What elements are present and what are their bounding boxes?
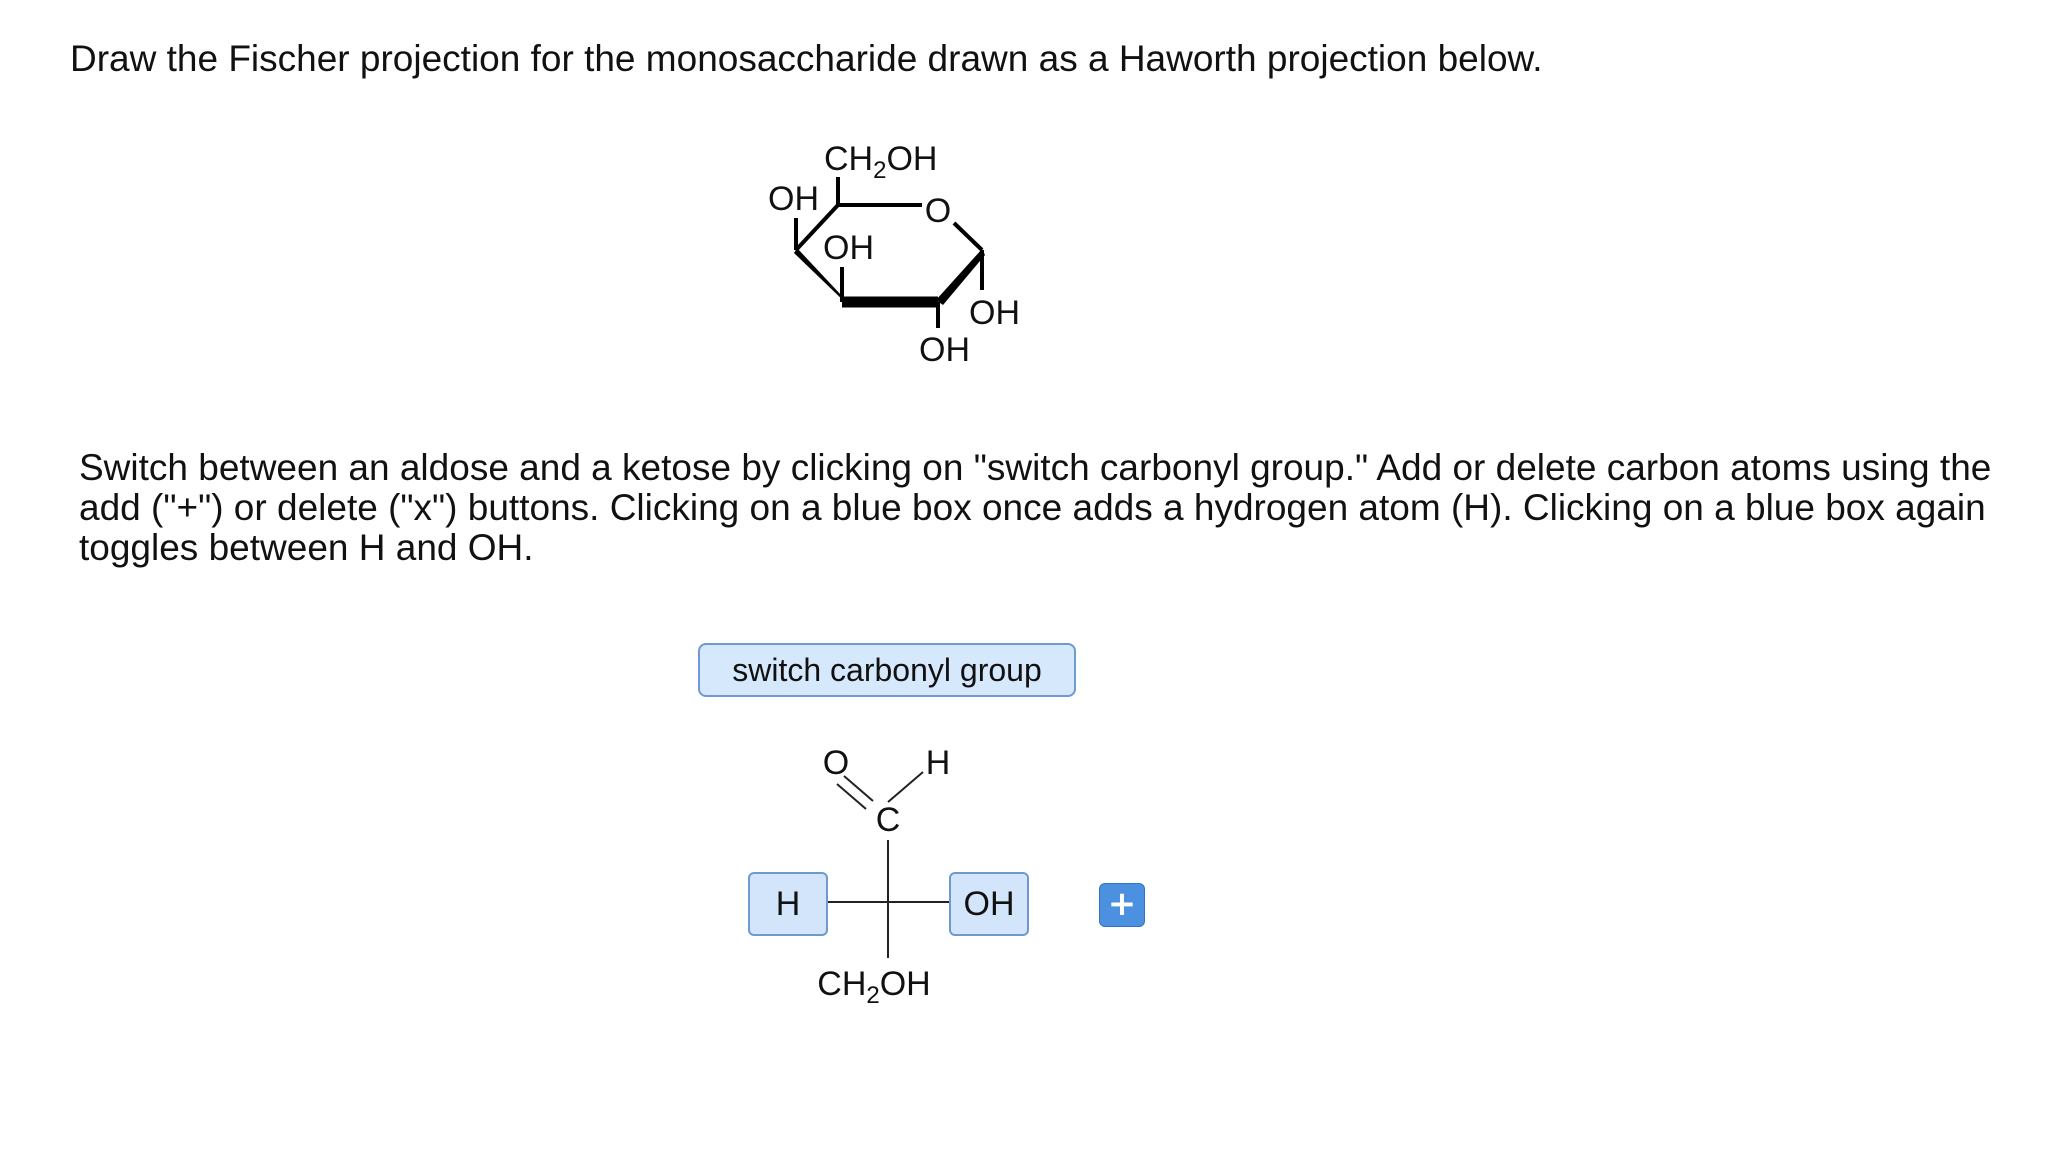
fischer-aldehyde-hydrogen: H (925, 744, 951, 782)
haworth-ch2oh-label: $CH_2OH$ (824, 140, 938, 184)
switch-carbonyl-button[interactable]: switch carbonyl group (698, 643, 1076, 697)
right-substituent-box[interactable]: OH (949, 872, 1029, 936)
add-carbon-button[interactable]: + (1099, 883, 1145, 927)
left-substituent-box[interactable]: H (748, 872, 828, 936)
fischer-carbonyl-carbon: C (875, 801, 901, 839)
haworth-ring-oxygen: O (924, 192, 952, 230)
haworth-c2-oh: OH (919, 331, 970, 369)
haworth-projection (760, 130, 1060, 380)
fischer-bond-c-h (888, 772, 923, 802)
fischer-carbonyl-oxygen: O (822, 744, 850, 782)
instructions-text: Switch between an aldose and a ketose by clicking on "switch carbonyl group." Add or delete carbon atoms using the add ("+") or delete ("x") buttons. Clicking on a blue box once adds a hydrogen atom (H). Clicking on a blue box again toggles between H and OH. (79, 447, 1992, 568)
question-text: Draw the Fischer projection for the monosaccharide drawn as a Haworth projection below. (70, 38, 1543, 79)
haworth-c3-oh: OH (823, 229, 874, 267)
fischer-double-bond-2 (837, 784, 866, 809)
fischer-ch2oh-label: $CH_2OH$ (817, 965, 931, 1009)
haworth-c1-oh: OH (969, 294, 1020, 332)
ring-bond-o-c1 (954, 223, 982, 250)
haworth-c4-oh: OH (768, 180, 819, 218)
